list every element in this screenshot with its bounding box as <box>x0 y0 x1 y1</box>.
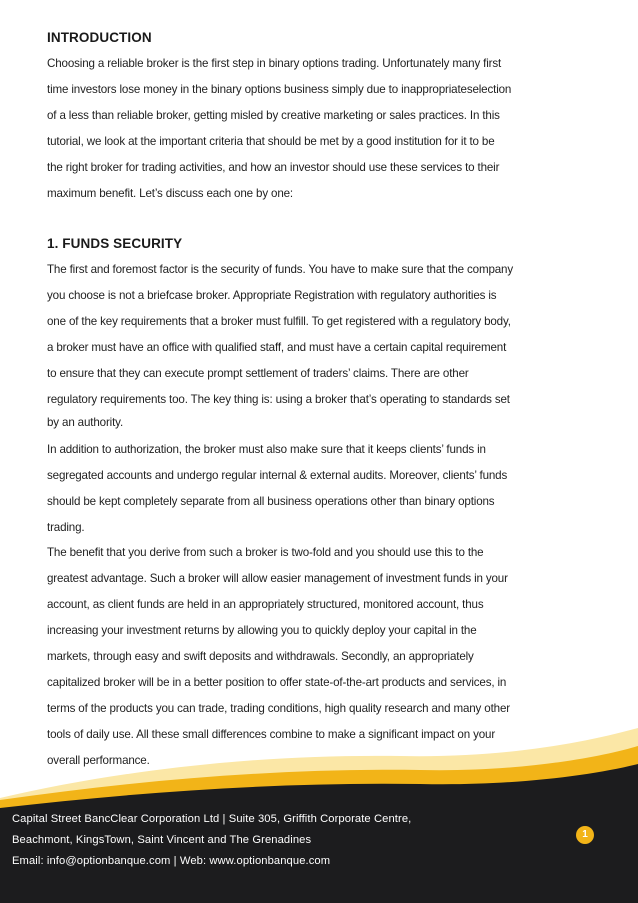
body-line: markets, through easy and swift deposits and withdrawals. Secondly, an appropriately <box>47 650 474 663</box>
intro-line: Choosing a reliable broker is the first step in binary options trading. Unfortunately many first <box>47 57 502 70</box>
body-line: capitalized broker will be in a better position to offer state-of-the-art products and services, in <box>47 676 507 689</box>
body-line: terms of the products you can trade, trading conditions, high quality research and many other <box>47 702 510 715</box>
body-line: you choose is not a briefcase broker. Appropriate Registration with regulatory authorities is <box>47 289 497 302</box>
body-line: trading. <box>47 521 85 534</box>
body-line: greatest advantage. Such a broker will allow easier management of investment funds in your <box>47 572 508 585</box>
body-line: regulatory requirements too. The key thing is: using a broker that’s operating to standards set <box>47 393 510 406</box>
body-line: segregated accounts and undergo regular internal & external audits. Moreover, clients’ funds <box>47 469 508 482</box>
footer-contact-line: Email: info@optionbanque.com | Web: www.optionbanque.com <box>12 855 331 867</box>
intro-heading: INTRODUCTION <box>47 30 152 45</box>
footer-address-line: Capital Street BancClear Corporation Ltd | Suite 305, Griffith Corporate Centre, <box>12 813 412 825</box>
intro-line: tutorial, we look at the important criteria that should be met by a good institution for it to be <box>47 135 495 148</box>
body-line: overall performance. <box>47 754 150 767</box>
body-line: increasing your investment returns by allowing you to quickly deploy your capital in the <box>47 624 477 637</box>
footer-wave-graphic <box>0 700 638 903</box>
body-line: tools of daily use. All these small differences combine to make a significant impact on your <box>47 728 496 741</box>
intro-line: time investors lose money in the binary options business simply due to inappropriateselection <box>47 83 512 96</box>
body-line: a broker must have an office with qualified staff, and must have a certain capital requirement <box>47 341 507 354</box>
body-line: The benefit that you derive from such a broker is two-fold and you should use this to the <box>47 546 484 559</box>
body-line: by an authority. <box>47 416 124 429</box>
intro-line: maximum benefit. Let’s discuss each one by one: <box>47 187 294 200</box>
intro-line: the right broker for trading activities, and how an investor should use these services to their <box>47 161 500 174</box>
body-line: one of the key requirements that a broker must fulfill. To get registered with a regulatory body, <box>47 315 511 328</box>
section-heading-funds-security: 1. FUNDS SECURITY <box>47 236 183 251</box>
intro-line: of a less than reliable broker, getting misled by creative marketing or sales practices. In this <box>47 109 500 122</box>
body-line: The first and foremost factor is the security of funds. You have to make sure that the company <box>47 263 514 276</box>
body-line: should be kept completely separate from all business operations other than binary options <box>47 495 495 508</box>
body-line: In addition to authorization, the broker must also make sure that it keeps clients’ funds in <box>47 443 486 456</box>
body-line: to ensure that they can execute prompt settlement of traders’ claims. There are other <box>47 367 469 380</box>
footer-address-line: Beachmont, KingsTown, Saint Vincent and The Grenadines <box>12 834 312 846</box>
body-line: account, as client funds are held in an appropriately structured, monitored account, thus <box>47 598 484 611</box>
page-number-badge: 1 <box>576 826 594 844</box>
